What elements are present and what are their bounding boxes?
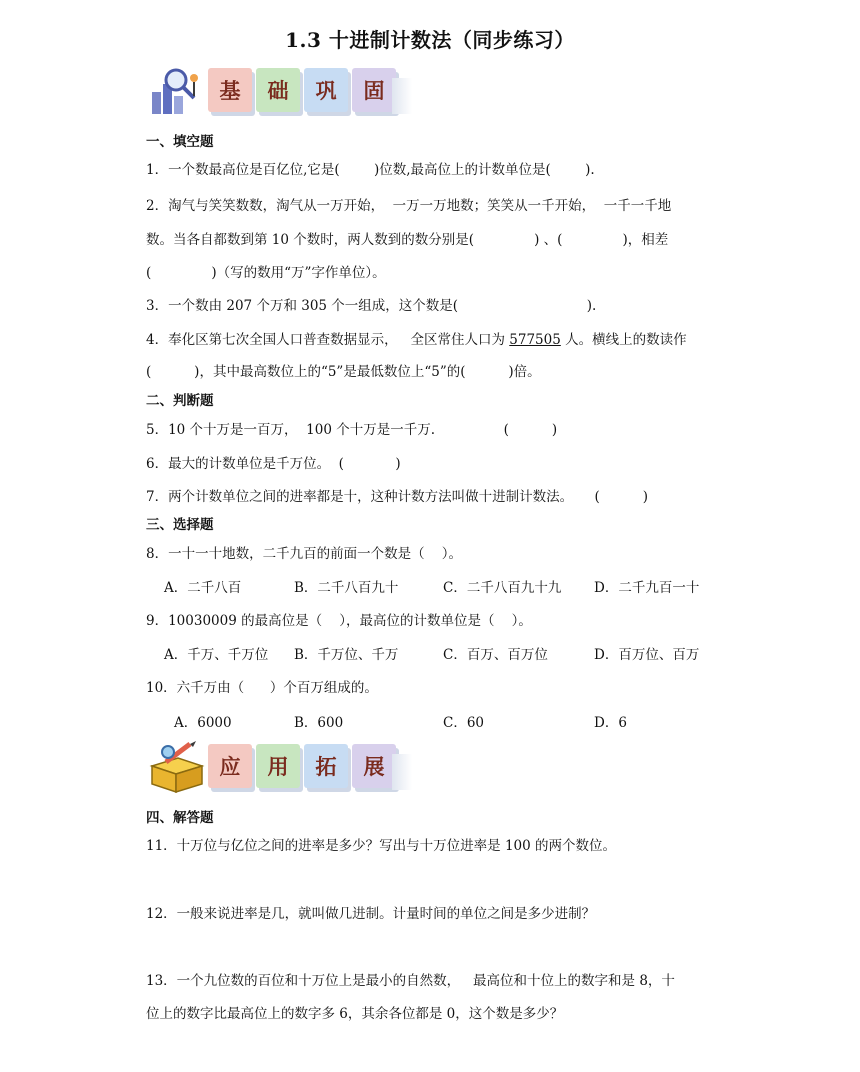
- tile-chu: 础: [256, 68, 300, 112]
- banner-apply: [146, 740, 406, 796]
- section-choice: 三、选择题: [146, 517, 214, 533]
- q10-option-a: A．6000: [174, 715, 232, 731]
- q9-option-a: A．千万、千万位: [164, 647, 269, 663]
- question-5: 5．10 个十万是一百万， 100 个十万是一千万. ( ): [146, 422, 558, 438]
- q8-option-a: A．二千八百: [164, 580, 242, 596]
- question-2-line-2: 数。当各自都数到第 10 个数时，两人数到的数分别是( ) 、( )，相差: [146, 232, 669, 248]
- q10-option-b: B．600: [294, 715, 344, 731]
- population-number: 577505: [509, 332, 561, 348]
- question-12: 12．一般来说进率是几，就叫做几进制。计量时间的单位之间是多少进制？: [146, 906, 596, 922]
- question-9: 9．10030009 的最高位是（ ），最高位的计数单位是（ ）。: [146, 613, 532, 629]
- pencil-box-icon: [146, 740, 208, 796]
- tile-yong: 用: [256, 744, 300, 788]
- banner-fade: [392, 78, 412, 114]
- question-4-line-2: ( )，其中最高数位上的“5”是最低数位上“5”的( )倍。: [146, 364, 541, 380]
- q9-option-d: D．百万位、百万: [594, 647, 700, 663]
- question-2-line-1: 2．淘气与笑笑数数，淘气从一万开始， 一万一万地数；笑笑从一千开始， 一千一千地: [146, 198, 672, 214]
- tile-ji: 基: [208, 68, 252, 112]
- question-2-line-3: ( )（写的数用“万”字作单位）。: [146, 265, 386, 281]
- question-6: 6．最大的计数单位是千万位。 ( ): [146, 456, 401, 472]
- banner-basic: [146, 64, 406, 120]
- question-8: 8．一十一十地数，二千九百的前面一个数是（ ）。: [146, 546, 463, 562]
- section-fill-blank: 一、填空题: [146, 134, 214, 150]
- question-10: 10．六千万由（ ）个百万组成的。: [146, 680, 378, 696]
- question-13-line-2: 位上的数字比最高位上的数字多 6，其余各位都是 0，这个数是多少？: [146, 1006, 564, 1022]
- question-13-line-1: 13．一个九位数的百位和十万位上是最小的自然数， 最高位和十位上的数字和是 8，十: [146, 973, 675, 989]
- q8-option-d: D．二千九百一十: [594, 580, 700, 596]
- question-7: 7．两个计数单位之间的进率都是十，这种计数方法叫做十进制计数法。 ( ): [146, 489, 648, 505]
- question-1: 1．一个数最高位是百亿位,它是( )位数,最高位上的计数单位是( ).: [146, 162, 595, 178]
- page-title: 1.3 十进制计数法（同步练习）: [285, 28, 575, 52]
- q9-option-c: C．百万、百万位: [443, 647, 548, 663]
- q4-text-b: 人。横线上的数读作: [560, 332, 687, 348]
- q10-option-c: C．60: [443, 715, 485, 731]
- banner-fade: [392, 754, 412, 790]
- q4-text-a: 4．奉化区第七次全国人口普查数据显示， 全区常住人口为: [146, 332, 510, 348]
- tile-zhan: 展: [352, 744, 396, 788]
- question-11: 11．十万位与亿位之间的进率是多少？写出与十万位进率是 100 的两个数位。: [146, 838, 617, 854]
- tile-gong: 巩: [304, 68, 348, 112]
- q9-option-b: B．千万位、千万: [294, 647, 399, 663]
- tile-gu: 固: [352, 68, 396, 112]
- tile-ying: 应: [208, 744, 252, 788]
- question-4-line-1: [146, 328, 687, 348]
- q8-option-b: B．二千八百九十: [294, 580, 399, 596]
- question-3: 3．一个数由 207 个万和 305 个一组成，这个数是( ).: [146, 298, 597, 314]
- tile-tuo: 拓: [304, 744, 348, 788]
- q10-option-d: D．6: [594, 715, 627, 731]
- section-solve: 四、解答题: [146, 810, 214, 826]
- section-true-false: 二、判断题: [146, 393, 214, 409]
- q8-option-c: C．二千八百九十九: [443, 580, 562, 596]
- magnifier-chart-icon: [146, 64, 208, 120]
